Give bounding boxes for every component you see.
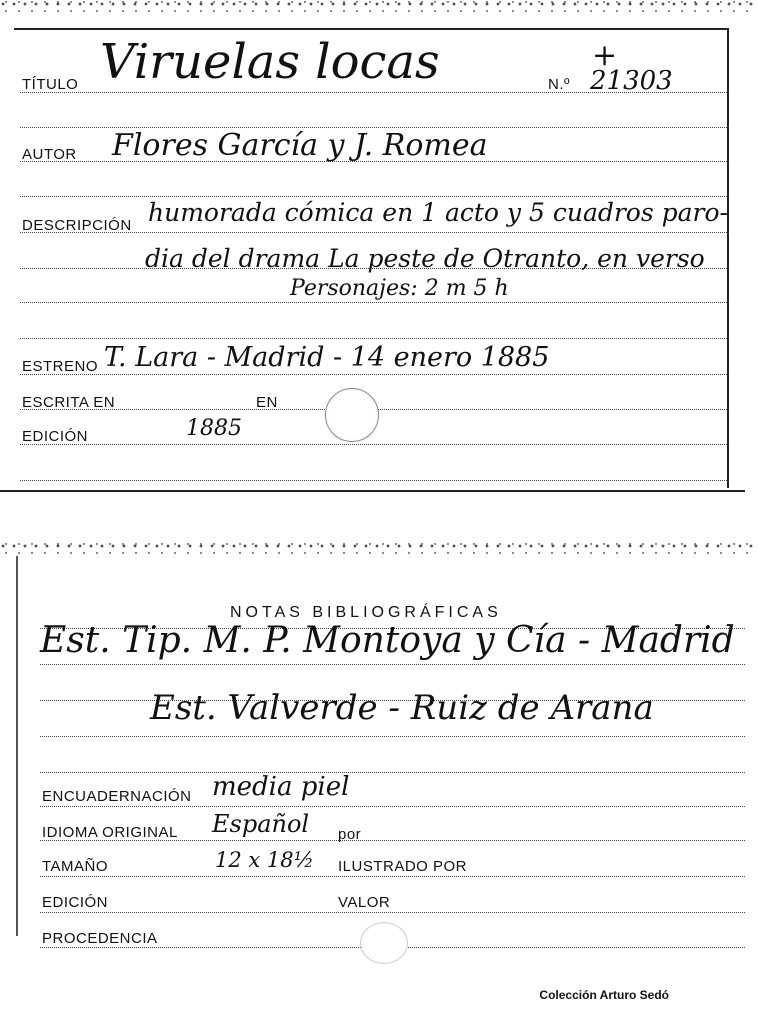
por-label: por <box>338 826 362 843</box>
collection-credit: Colección Arturo Sedó <box>539 988 669 1002</box>
edicion-label: EDICIÓN <box>22 428 89 445</box>
numero-value: 21303 <box>590 66 673 96</box>
notas-line-2: Est. Valverde - Ruiz de Arana <box>150 688 654 728</box>
notas-bibliograficas-title: NOTAS BIBLIOGRÁFICAS <box>230 604 502 621</box>
autor-value: Flores García y J. Romea <box>112 128 488 163</box>
descripcion-line-1: humorada cómica en 1 acto y 5 cuadros paro- <box>148 198 728 227</box>
idioma-label: IDIOMA ORIGINAL <box>42 824 178 841</box>
tamano-label: TAMAÑO <box>42 858 109 875</box>
numero-mark: + <box>592 38 618 73</box>
card-right-border <box>727 28 729 488</box>
catalog-card-front <box>0 0 759 495</box>
catalog-card-back <box>0 540 759 1028</box>
numero-label: N.º <box>548 76 570 93</box>
encuadernacion-value: media piel <box>212 772 350 802</box>
en-label: EN <box>256 394 278 411</box>
tamano-value: 12 x 18½ <box>215 848 314 872</box>
estreno-label: ESTRENO <box>22 358 99 375</box>
titulo-label: TÍTULO <box>22 76 79 93</box>
torn-edge <box>0 0 759 12</box>
descripcion-line-3: Personajes: 2 m 5 h <box>290 276 509 301</box>
ilustrado-por-label: ILUSTRADO POR <box>338 858 468 875</box>
card-left-border <box>16 556 18 936</box>
encuadernacion-label: ENCUADERNACIÓN <box>42 788 192 805</box>
autor-label: AUTOR <box>22 146 77 163</box>
card-bottom-border <box>0 490 745 492</box>
procedencia-label: PROCEDENCIA <box>42 930 158 947</box>
edicion-label: EDICIÓN <box>42 894 109 911</box>
edicion-value: 1885 <box>186 416 242 441</box>
faded-stamp <box>360 922 408 964</box>
faded-stamp <box>325 388 379 442</box>
valor-label: VALOR <box>338 894 391 911</box>
escrita-en-label: ESCRITA EN <box>22 394 116 411</box>
card-top-border <box>14 28 728 30</box>
notas-line-1: Est. Tip. M. P. Montoya y Cía - Madrid <box>40 620 735 661</box>
titulo-value: Viruelas locas <box>100 34 440 90</box>
descripcion-line-2: dia del drama La peste de Otranto, en verso <box>145 244 705 273</box>
idioma-value: Español <box>212 810 310 838</box>
torn-edge <box>0 542 759 554</box>
descripcion-label: DESCRIPCIÓN <box>22 217 132 234</box>
estreno-value: T. Lara - Madrid - 14 enero 1885 <box>104 342 550 373</box>
